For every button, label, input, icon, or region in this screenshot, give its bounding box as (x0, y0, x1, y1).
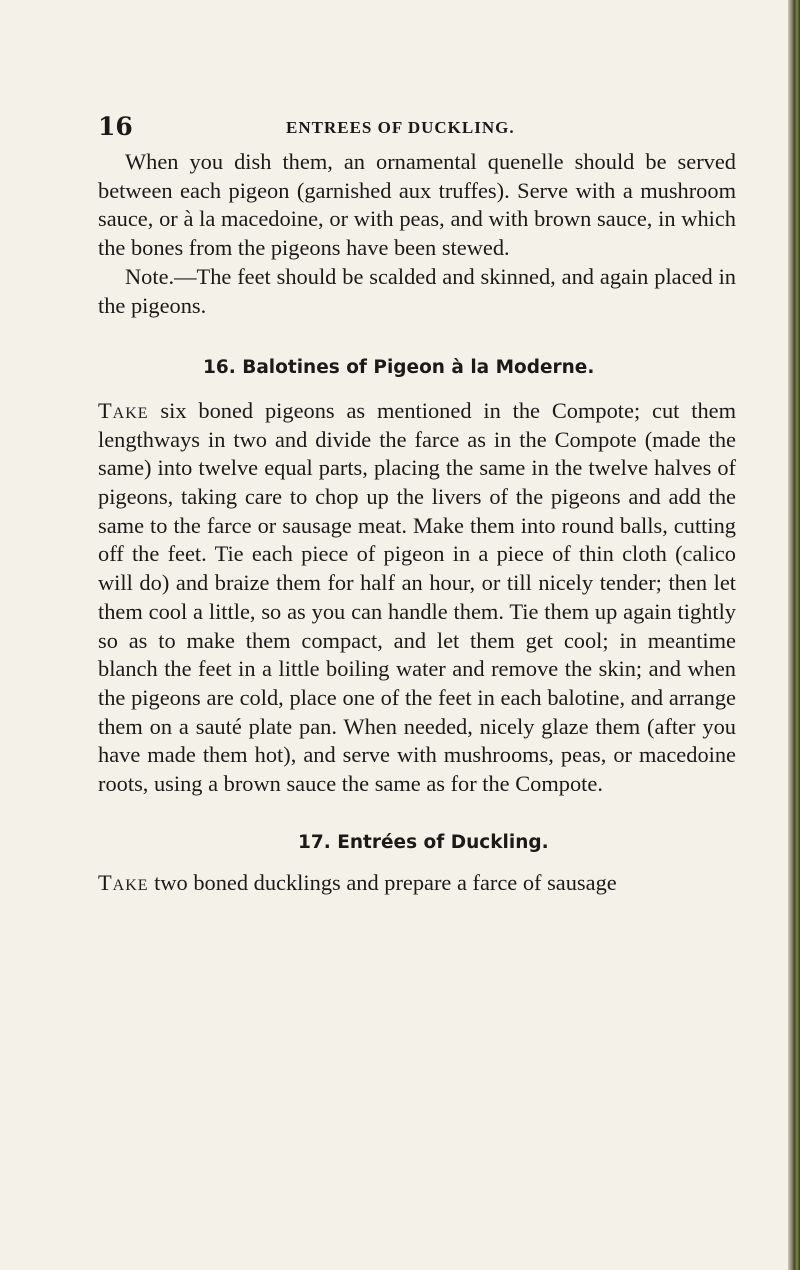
body-text (98, 148, 736, 898)
recipe-16-paragraph (98, 397, 736, 799)
book-binding-edge (788, 0, 800, 1270)
running-title: ENTREES OF DUCKLING. (286, 118, 515, 137)
recipe-17-heading: 17. Entrées of Duckling. (298, 831, 549, 853)
note-paragraph: Note.—The feet should be scalded and skinned, and again placed in the pigeons. (98, 263, 736, 318)
recipe-16-lead-word: Take (98, 397, 149, 423)
intro-paragraph: When you dish them, an ornamental quenelle should be served between each pigeon (garnished aux truffes). Serve with a mushroom sauce, or à la macedoine, or with peas, and with brown sauce, in which the bones from the pigeons have been stewed. (98, 149, 736, 261)
recipe-16-heading: 16. Balotines of Pigeon à la Moderne. (203, 357, 595, 379)
page-number: 16 (98, 112, 133, 141)
recipe-17-paragraph (98, 869, 736, 898)
recipe-17-body: two boned ducklings and prepare a farce of sausage (148, 870, 617, 896)
recipe-17-lead-word: Take (98, 870, 149, 896)
running-head (98, 112, 738, 142)
recipe-16-body: six boned pigeons as mentioned in the Compote; cut them lengthways in two and divide the farce as in the Compote (made the same) into twelve equal parts, placing the same in the twelve halves of pigeons, taking care to chop up the livers of the pigeons and add the same to the farce or sausage meat. Make them into round balls, cutting off the feet. Tie each piece of pigeon in a piece of thin cloth (calico will do) and braize them for half an hour, or till nicely tender; then let them cool a little, so as you can handle them. Tie them up again tightly so as to make them compact, and let them get cool; in meantime blanch the feet in a little boiling water and remove the skin; and when the pigeons are cold, place one of the feet in each balotine, and arrange them on a sauté plate pan. When needed, nicely glaze them (after you have made them hot), and serve with mushrooms, peas, or macedoine roots, using a brown sauce the same as for the Compote. (98, 397, 736, 797)
